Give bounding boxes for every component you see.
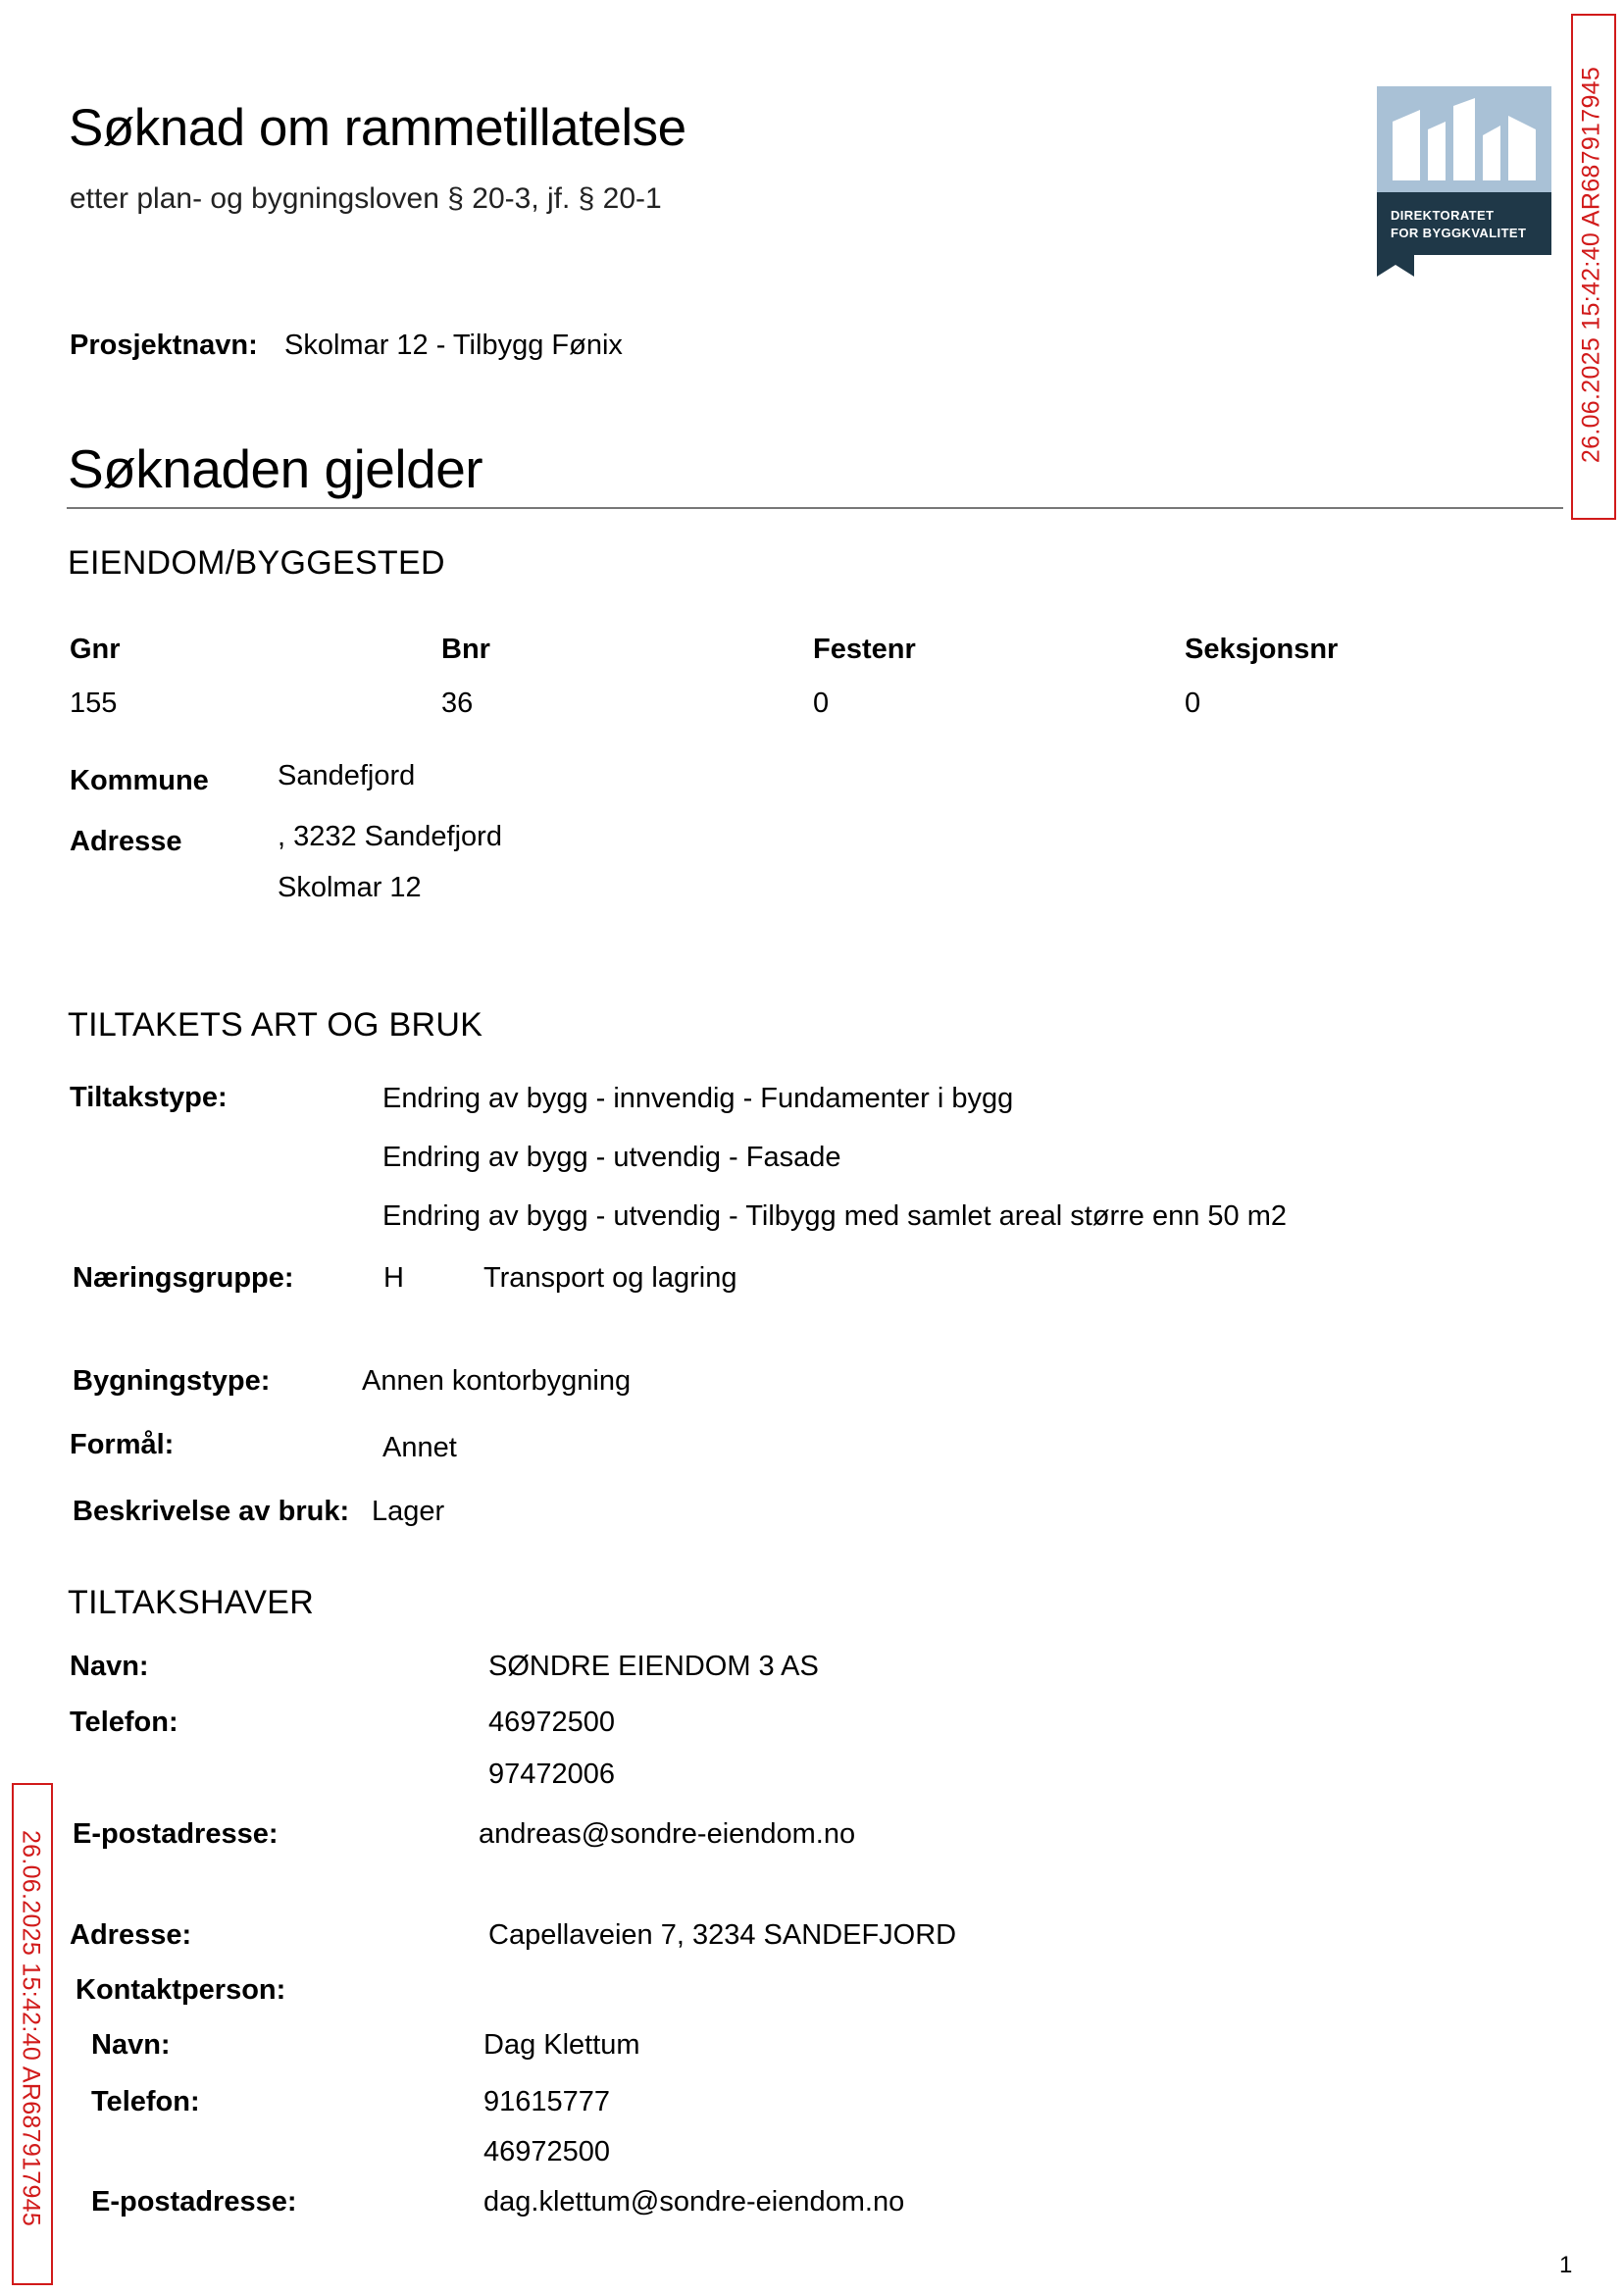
kommune-value: Sandefjord (278, 760, 416, 791)
tiltak-heading: TILTAKETS ART OG BRUK (68, 1006, 483, 1044)
seksjonsnr-value: 0 (1185, 688, 1201, 719)
logo-text-line2: FOR BYGGKVALITET (1391, 226, 1527, 240)
logo-text-line1: DIREKTORATET (1391, 208, 1495, 223)
stamp-text-top: 26.06.2025 15:42:40 AR687917945 (1577, 66, 1605, 464)
project-name-label: Prosjektnavn: (70, 330, 258, 361)
section-title: Søknaden gjelder (68, 438, 483, 499)
formal-label: Formål: (70, 1429, 175, 1460)
eiendom-heading: EIENDOM/BYGGESTED (68, 544, 445, 582)
tiltakshaver-epost-value: andreas@sondre-eiendom.no (479, 1818, 856, 1850)
project-name-value: Skolmar 12 - Tilbygg Fønix (284, 330, 623, 361)
tiltakstype-label: Tiltakstype: (70, 1082, 228, 1113)
tiltakshaver-telefon-2: 97472006 (488, 1759, 616, 1790)
tiltakstype-item: Endring av bygg - utvendig - Tilbygg med samlet areal større enn 50 m2 (382, 1200, 1288, 1232)
tiltakshaver-adresse-label: Adresse: (70, 1919, 192, 1951)
kontakt-telefon-2: 46972500 (483, 2136, 611, 2167)
beskrivelse-value: Lager (372, 1496, 445, 1527)
seksjonsnr-label: Seksjonsnr (1185, 634, 1339, 665)
adresse-label: Adresse (70, 826, 182, 857)
adresse-line2: Skolmar 12 (278, 872, 422, 903)
tiltakshaver-navn-label: Navn: (70, 1651, 149, 1682)
bnr-label: Bnr (441, 634, 490, 665)
tiltakshaver-adresse-value: Capellaveien 7, 3234 SANDEFJORD (488, 1919, 957, 1951)
dibk-logo-graphic (1377, 86, 1551, 277)
tiltakstype-item: Endring av bygg - innvendig - Fundamenter i bygg (382, 1083, 1014, 1114)
kontakt-telefon-1: 91615777 (483, 2086, 611, 2117)
section-divider (67, 507, 1563, 509)
adresse-line1: , 3232 Sandefjord (278, 821, 502, 852)
gnr-label: Gnr (70, 634, 121, 665)
stamp-text-bottom: 26.06.2025 15:42:40 AR687917945 (17, 1829, 45, 2227)
tiltakshaver-telefon-1: 46972500 (488, 1707, 616, 1738)
naeringsgruppe-label: Næringsgruppe: (73, 1262, 294, 1294)
tiltakshaver-navn-value: SØNDRE EIENDOM 3 AS (488, 1651, 819, 1682)
bygningstype-value: Annen kontorbygning (362, 1365, 632, 1397)
festenr-value: 0 (813, 688, 830, 719)
bnr-value: 36 (441, 688, 474, 719)
festenr-label: Festenr (813, 634, 916, 665)
kontakt-navn-value: Dag Klettum (483, 2029, 640, 2061)
naeringsgruppe-text: Transport og lagring (483, 1262, 737, 1294)
naeringsgruppe-code: H (383, 1262, 404, 1294)
formal-value: Annet (382, 1432, 457, 1463)
kontakt-epost-label: E-postadresse: (91, 2186, 297, 2218)
gnr-value: 155 (70, 688, 118, 719)
kontakt-navn-label: Navn: (91, 2029, 171, 2061)
dibk-logo (1377, 86, 1551, 277)
tiltakshaver-telefon-label: Telefon: (70, 1707, 178, 1738)
kommune-label: Kommune (70, 765, 209, 796)
beskrivelse-label: Beskrivelse av bruk: (73, 1496, 350, 1527)
tiltakshaver-epost-label: E-postadresse: (73, 1818, 279, 1850)
document-title: Søknad om rammetillatelse (69, 99, 686, 157)
bygningstype-label: Bygningstype: (73, 1365, 271, 1397)
kontakt-telefon-label: Telefon: (91, 2086, 200, 2117)
tiltakshaver-heading: TILTAKSHAVER (68, 1584, 315, 1621)
page-number: 1 (1559, 2252, 1573, 2278)
tiltakstype-item: Endring av bygg - utvendig - Fasade (382, 1142, 841, 1173)
kontakt-epost-value: dag.klettum@sondre-eiendom.no (483, 2186, 905, 2218)
kontaktperson-label: Kontaktperson: (76, 1974, 286, 2006)
document-subtitle: etter plan- og bygningsloven § 20-3, jf. § 20-1 (70, 182, 662, 215)
